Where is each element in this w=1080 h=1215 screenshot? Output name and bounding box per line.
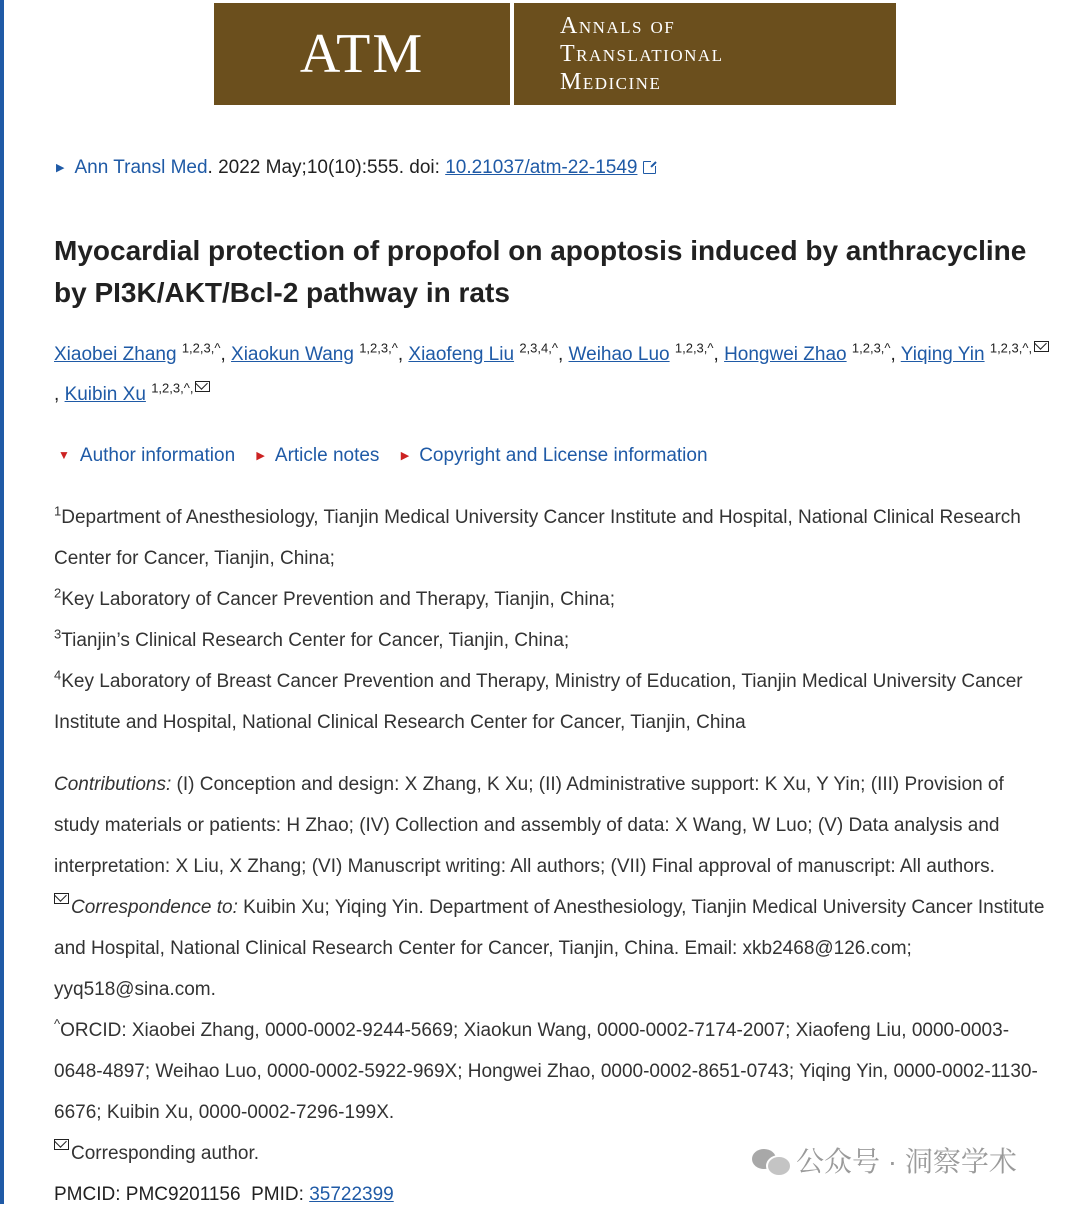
- pmcid-text: PMCID: PMC9201156 PMID:: [54, 1184, 310, 1205]
- author-link[interactable]: Kuibin Xu: [64, 384, 146, 405]
- orcid-text: ORCID: Xiaobei Zhang, 0000-0002-9244-5669; Xiaokun Wang, 0000-0002-7174-2007; Xiaofeng Liu, 0000-0003-0648-4897; Weihao Luo, 0000-0002-5922-969X; Hongwei Zhao, 0000-0002-8651-0743; Yiqing Yin, 0000-0002-1130-6676; Kuibin Xu, 0000-0002-7296-199X.: [54, 1020, 1038, 1123]
- wechat-icon: [752, 1145, 788, 1175]
- author-aff: 1,2,3,^,: [151, 380, 194, 396]
- journal-abbr: ATM: [214, 3, 514, 105]
- author-link[interactable]: Weihao Luo: [568, 344, 670, 365]
- author-aff: 2,3,4,^: [519, 340, 558, 356]
- article-expanders: [58, 442, 724, 472]
- author-information-toggle[interactable]: [58, 445, 235, 466]
- orcid-mark: ^: [54, 1016, 61, 1032]
- author-link[interactable]: Xiaokun Wang: [231, 344, 354, 365]
- affiliation-text: Key Laboratory of Breast Cancer Prevention and Therapy, Ministry of Education, Tianjin Medical University Cancer Institute and Hospital, National Clinical Research Center for Cancer, Tianjin, China: [54, 671, 1023, 733]
- affiliation-1: [54, 497, 1054, 579]
- affiliation-text: Tianjin’s Clinical Research Center for Cancer, Tianjin, China;: [61, 630, 570, 651]
- journal-name-line2: Translational: [560, 41, 724, 67]
- affiliation-2: [54, 579, 1054, 620]
- affiliation-number: 2: [54, 585, 62, 601]
- caret-right-icon: ▶: [400, 450, 410, 462]
- author-information-label: Author information: [79, 445, 236, 466]
- author-aff: 1,2,3,^: [674, 340, 714, 356]
- author-aff: 1,2,3,^: [851, 340, 891, 356]
- mail-icon: [54, 1139, 69, 1150]
- author-aff: 1,2,3,^: [181, 340, 221, 356]
- affiliation-number: 3: [54, 626, 62, 642]
- author-aff: 1,2,3,^,: [989, 340, 1033, 356]
- journal-link[interactable]: Ann Transl Med: [74, 157, 208, 178]
- affiliation-text: Key Laboratory of Cancer Prevention and Therapy, Tianjin, China;: [61, 589, 616, 610]
- correspondence: [54, 887, 1054, 1010]
- external-link-icon[interactable]: [643, 161, 656, 174]
- author-information-panel: [54, 497, 1054, 1215]
- expand-triangle-icon[interactable]: ▶: [56, 162, 65, 174]
- journal-name-line3: Medicine: [560, 69, 662, 95]
- corresponding-author-text: Corresponding author.: [71, 1143, 260, 1164]
- article-notes-toggle[interactable]: [256, 445, 379, 466]
- journal-name: [514, 3, 896, 105]
- identifiers: [54, 1174, 1054, 1215]
- author-aff: 1,2,3,^: [359, 340, 398, 356]
- caret-down-icon: ▼: [58, 448, 70, 462]
- correspondence-text: Kuibin Xu; Yiqing Yin. Department of Anesthesiology, Tianjin Medical University Cancer Institute and Hospital, National Clinical Research Center for Cancer, Tianjin, China. Email: xkb2468@126.com; yyq518@sina.com.: [54, 897, 1045, 1000]
- orcid-note: [54, 1010, 1054, 1133]
- author-link[interactable]: Hongwei Zhao: [724, 344, 847, 365]
- article-notes-label: Article notes: [274, 445, 380, 466]
- citation-details: . 2022 May;10(10):555. doi:: [207, 157, 446, 178]
- affiliation-4: [54, 661, 1054, 743]
- contributions-label: Contributions:: [54, 774, 172, 795]
- left-accent-rule: [0, 0, 4, 1204]
- affiliation-number: 1: [54, 503, 62, 519]
- copyright-toggle[interactable]: [401, 445, 708, 466]
- mail-icon: [1034, 341, 1049, 352]
- affiliation-number: 4: [54, 667, 62, 683]
- wechat-watermark: [752, 1140, 1017, 1180]
- watermark-text: 公众号 · 洞察学术: [796, 1146, 1017, 1177]
- mail-icon: [195, 381, 210, 392]
- affiliation-text: Department of Anesthesiology, Tianjin Medical University Cancer Institute and Hospital, National Clinical Research Center for Cancer, Tianjin, China;: [54, 507, 1021, 569]
- pmid-link[interactable]: 35722399: [309, 1184, 394, 1205]
- journal-name-line1: Annals of: [560, 13, 676, 39]
- author-link[interactable]: Xiaofeng Liu: [408, 344, 515, 365]
- author-link[interactable]: Xiaobei Zhang: [54, 344, 177, 365]
- author-list: Xiaobei Zhang $^{1,2,3,\^{}}$, Xiaokun Wang $^{1,2,3,\^{}}$, Xiaofeng Liu $^{2,3,4,\^{}}$, Weihao Luo $^{1,2,3,\^{}}$, Hongwei Zhao $^{1,2,3,\^{}}$, Yiqing Yin $^{1,2,3,\^{},}$, Kuibin Xu $^{1,2,3,\^{},}$: [54, 335, 1054, 415]
- affiliation-3: [54, 620, 1054, 661]
- correspondence-label: Correspondence to:: [71, 897, 238, 918]
- caret-right-icon: ▶: [256, 450, 265, 462]
- author-link[interactable]: Yiqing Yin: [900, 344, 985, 365]
- contributions: [54, 764, 1054, 887]
- copyright-label: Copyright and License information: [419, 445, 708, 466]
- mail-icon: [54, 893, 69, 904]
- article-title: Myocardial protection of propofol on apoptosis induced by anthracycline by PI3K/AKT/Bcl-2 pathway in rats: [54, 235, 1027, 308]
- citation-line: [56, 154, 656, 184]
- doi-link[interactable]: 10.21037/atm-22-1549: [445, 157, 638, 178]
- contributions-text: (I) Conception and design: X Zhang, K Xu; (II) Administrative support: K Xu, Y Yin; (III) Provision of study materials or patients: H Zhao; (IV) Collection and assembly of data: X Wang, W Luo; (V) Data analysis and interpretation: X Liu, X Zhang; (VI) Manuscript writing: All authors; (VII) Final approval of manuscript: All authors.: [54, 774, 1004, 877]
- journal-banner[interactable]: [214, 3, 896, 105]
